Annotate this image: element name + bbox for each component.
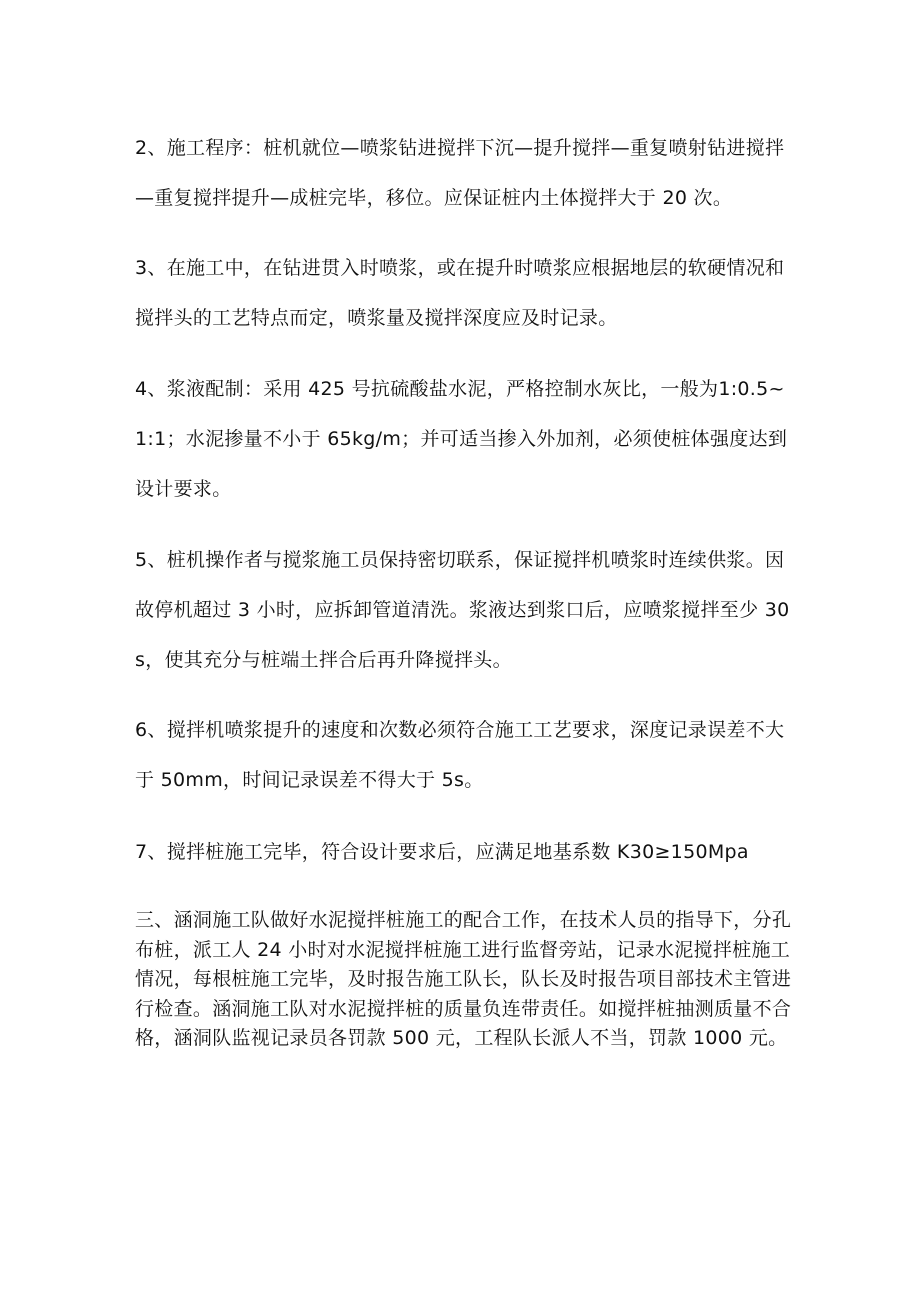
paragraph-lifting-speed: 6、搅拌机喷浆提升的速度和次数必须符合施工工艺要求，深度记录误差不大于 50mm，时间记录误差不得大于 5s。 <box>135 719 785 791</box>
paragraph-slurry-mixing: 4、浆液配制：采用 425 号抗硫酸盐水泥，严格控制水灰比，一般为1:0.5~1:1；水泥掺量不小于 65kg/m；并可适当掺入外加剂，必须使桩体强度达到设计要求。 <box>135 378 788 500</box>
paragraph-construction-procedure: 2、施工程序：桩机就位—喷浆钻进搅拌下沉—提升搅拌—重复喷射钻进搅拌—重复搅拌提升—成桩完毕，移位。应保证桩内土体搅拌大于 20 次。 <box>135 137 785 209</box>
paragraph-operator-coordination: 5、桩机操作者与搅浆施工员保持密切联系，保证搅拌机喷浆时连续供浆。因故停机超过 3 小时，应拆卸管道清洗。浆液达到浆口后，应喷浆搅拌至少 30s，使其充分与桩端土拌合后再升降搅拌头。 <box>135 549 790 671</box>
paragraph-culvert-team-duties: 三、涵洞施工队做好水泥搅拌桩施工的配合工作，在技术人员的指导下，分孔布桩，派工人 24 小时对水泥搅拌桩施工进行监督旁站，记录水泥搅拌桩施工情况，每根桩施工完毕，及时报告施工队长，队长及时报告项目部技术主管进行检查。涵洞施工队对水泥搅拌桩的质量负连带责任。如搅拌桩抽测质量不合格，涵洞队监视记录员各罚款 500 元，工程队长派人不当，罚款 1000 元。 <box>135 909 792 1049</box>
paragraph-completion-standard: 7、搅拌桩施工完毕，符合设计要求后，应满足地基系数 K30≥150Mpa <box>135 841 749 863</box>
paragraph-grouting-timing: 3、在施工中，在钻进贯入时喷浆，或在提升时喷浆应根据地层的软硬情况和搅拌头的工艺特点而定，喷浆量及搅拌深度应及时记录。 <box>135 257 785 329</box>
